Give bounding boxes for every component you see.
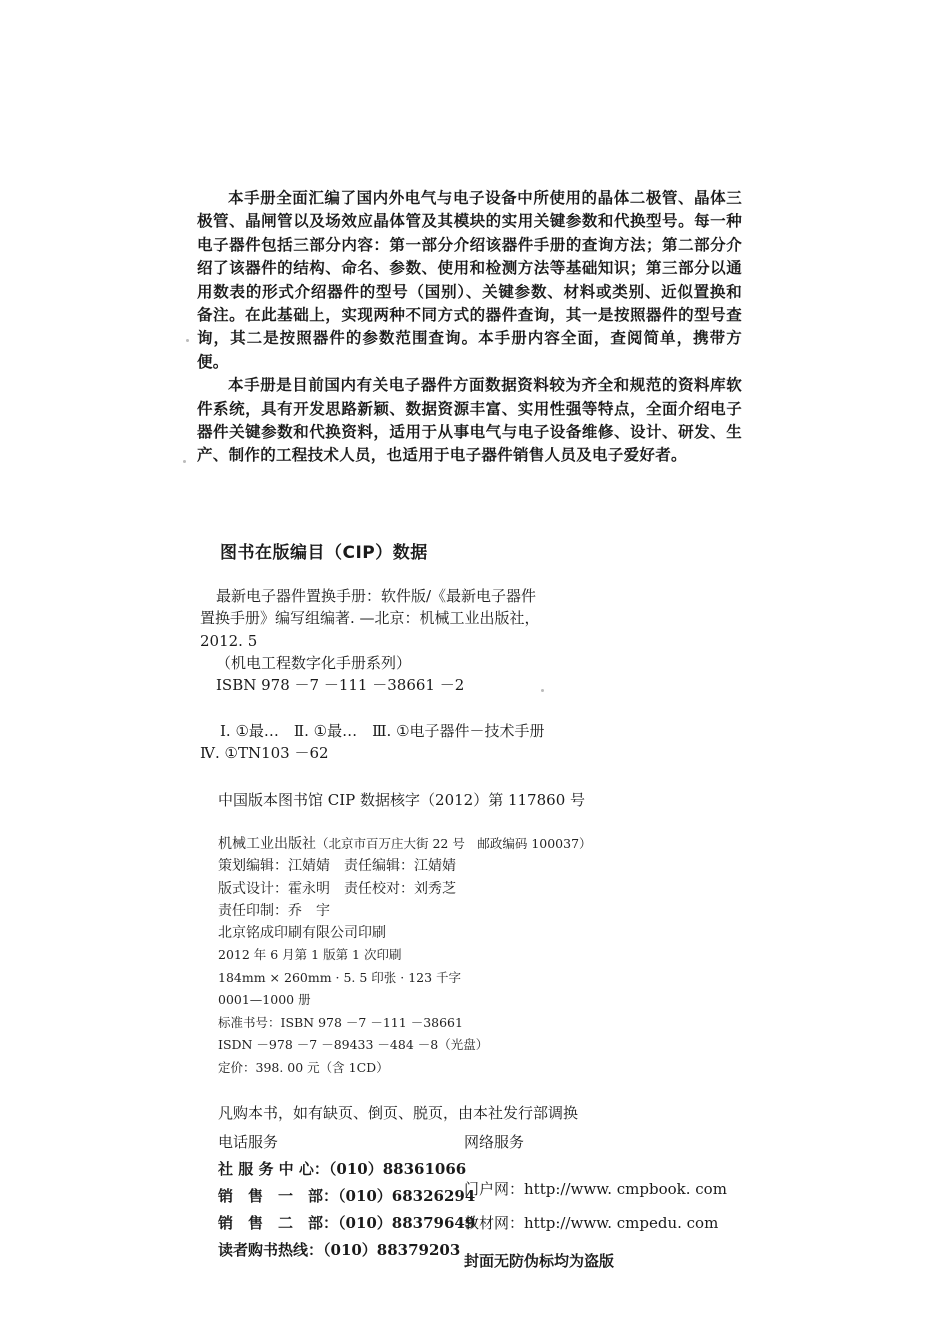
summary-paragraph-2: 本手册是目前国内有关电子器件方面数据资料较为齐全和规范的资料库软件系统，具有开发思路新颖、数据资源丰富、实用性强等特点，全面介绍电子器件关键参数和代换资料，适用于从事电气与电子设备维修、设计、研发、生产、制作的工程技术人员，也适用于电子器件销售人员及电子爱好者。 [197, 375, 742, 465]
layout-designer: 版式设计：霍永明 [218, 880, 330, 897]
scan-speck [183, 460, 186, 463]
planning-editor: 策划编辑：江婧婧 [218, 858, 330, 875]
cip-class-line-2: Ⅳ. ①TN103 －62 [200, 744, 329, 763]
isdn-number: ISDN －978 －7 －89433 －484 －8（光盘） [218, 1037, 489, 1053]
print-run: 0001—1000 册 [218, 992, 311, 1008]
standard-book-number: 标准书号：ISBN 978 －7 －111 －38661 [218, 1014, 463, 1030]
summary-paragraph-1: 本手册全面汇编了国内外电气与电子设备中所使用的晶体二极管、晶体三极管、晶闸管以及场效应晶体管及其模块的实用关键参数和代换型号。每一种电子器件包括三部分内容：第一部分介绍该器件手册的查询方法；第二部分介绍了该器件的结构、命名、参数、使用和检测方法等基础知识；第三部分以通用数表的形式介绍器件的型号（国别）、关键参数、材料或类别、近似置换和备注。在此基础上，实现两种不同方式的器件查询，其一是按照器件的型号查询，其二是按照器件的参数范围查询。本手册内容全面，查阅简单，携带方便。 [197, 188, 742, 371]
network-service [464, 1129, 744, 1275]
anti-piracy-notice: 封面无防伪标均为盗版 [464, 1252, 615, 1270]
phone-line: 销 售 一 部：（010）68326294 [218, 1187, 476, 1205]
portal-site: 门户网：http://www. cmpbook. com [464, 1180, 727, 1198]
cip-record [200, 585, 620, 696]
scan-speck [541, 689, 544, 692]
printing-supervisor: 责任印制：乔 宇 [218, 902, 330, 919]
cip-record-number: 中国版本图书馆 CIP 数据核字（2012）第 117860 号 [218, 791, 586, 809]
cip-author-line: 置换手册》编写组编著. —北京：机械工业出版社， [200, 609, 540, 628]
cip-heading: 图书在版编目（CIP）数据 [220, 543, 428, 563]
phone-line: 销 售 二 部：（010）88379649 [218, 1214, 476, 1232]
edition-info: 2012 年 6 月第 1 版第 1 次印刷 [218, 947, 402, 963]
responsible-editor: 责任编辑：江婧婧 [344, 858, 456, 875]
replacement-notice: 凡购本书，如有缺页、倒页、脱页，由本社发行部调换 [218, 1104, 579, 1122]
proofreader: 责任校对：刘秀芝 [344, 880, 456, 897]
scan-speck [186, 339, 189, 342]
price: 定价：398. 00 元（含 1CD） [218, 1059, 389, 1075]
book-summary [197, 186, 742, 467]
publisher-name: 机械工业出版社 [218, 836, 316, 852]
phone-service [218, 1129, 476, 1264]
cip-series-line: （机电工程数字化手册系列） [216, 653, 412, 672]
cip-title-line: 最新电子器件置换手册：软件版/《最新电子器件 [216, 587, 537, 605]
cip-classification [200, 720, 545, 765]
cip-isbn-line: ISBN 978 －7 －111 －38661 －2 [216, 676, 465, 695]
publisher-info [218, 833, 592, 1079]
cip-date-line: 2012. 5 [200, 631, 258, 650]
network-service-header: 网络服务 [464, 1133, 525, 1151]
printer: 北京铭成印刷有限公司印刷 [218, 925, 386, 942]
phone-line: 读者购书热线：（010）88379203 [218, 1241, 461, 1259]
textbook-site: 教材网：http://www. cmpedu. com [464, 1214, 719, 1232]
phone-line: 社 服 务 中 心：（010）88361066 [218, 1160, 467, 1178]
cip-class-line-1: Ⅰ. ①最… Ⅱ. ①最… Ⅲ. ①电子器件－技术手册 [220, 722, 545, 740]
phone-service-header: 电话服务 [218, 1133, 279, 1151]
publisher-address: （北京市百万庄大街 22 号 邮政编码 100037） [316, 836, 592, 851]
format-info: 184mm × 260mm · 5. 5 印张 · 123 千字 [218, 969, 462, 985]
